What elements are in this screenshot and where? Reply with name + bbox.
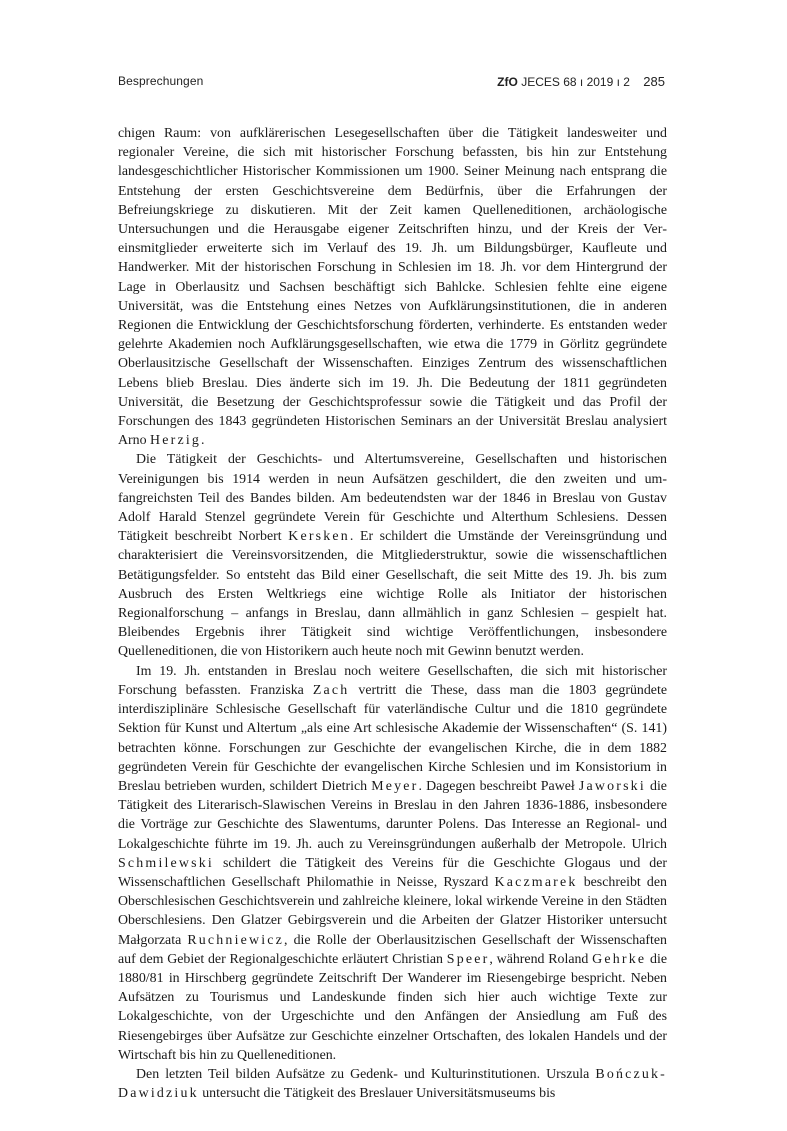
author-name: Herzig (150, 433, 202, 449)
author-name: Gehrke (592, 951, 647, 967)
author-name: Schmilewski (118, 855, 214, 871)
paragraph-text: Im 19. Jh. entstanden in Breslau noch weitere Gesellschaften, die sich mit historischer Forschung befassten. Franziska (118, 663, 667, 698)
paragraph-text: . Er schildert die Umstände der Vereinsgründung und charakterisiert die Vereinsvorsitzenden, die Mitgliederstruktur, sowie die wissenschaftlichen Betätigungsfelder. So entsteht das Bild einer Gesellschaft, die seit Mitte des 19. Jh. bis zum Ausbruch des Ersten Weltkriegs eine wichtige Rolle als Initiator der historischen Regionalforschung – anfangs in Breslau, dann allmählich in ganz Schlesien – gespielt hat. Bleibendes Ergebnis ihrer Tätigkeit sind wichtige Veröffentlichungen, insbesondere Quelleneditionen, die von Historikern auch heute noch mit Gewinn benutzt werden. (118, 529, 667, 660)
author-name: Kersken (288, 529, 350, 545)
author-name: Meyer (371, 778, 419, 794)
paragraph-text: die 1880/81 in Hirschberg gegründete Zeitschrift Der Wanderer im Riesengebirge bespricht. Neben Aufsätzen zu Tourismus und Landeskunde finden sich hier auch wichtige Texte zur Lokalgeschichte, von der Urgeschichte und den Anfängen der Ansiedlung am Fuß des Riesengebirges über Aufsätze zur Geschichte einzelner Ortschaften, des lokalen Handels und der Wirtschaft bis hin zu Quelleneditionen. (118, 951, 667, 1063)
paragraph-text: Die Tätigkeit der Geschichts- und Altertumsvereine, Gesellschaften und historischen Vereinigungen bis 1914 werden in neun Aufsätzen geschildert, die den zweiten und umfangreichsten Teil des Bandes bilden. Am bedeutendsten war der 1846 in Breslau von Gustav Adolf Harald Stenzel gegründete Verein für Geschichte und Alterthum Schlesiens. Dessen Tätigkeit beschreibt Norbert (118, 452, 667, 545)
journal-name: ZfO (497, 75, 518, 89)
paragraph-text: . Dagegen beschreibt Paweł (418, 778, 579, 794)
paragraph-text: , die Rolle der Oberlausitzischen Gesellschaft der Wissenschaften auf dem Gebiet der Regionalgeschichte erläutert Christian (118, 932, 667, 967)
paragraph-text: beschreibt den Oberschlesischen Geschichtsverein und zahlreiche kleinere, lokal wirkende Vereine in den Städten Oberschlesiens. Den Glatzer Gebirgsverein und die Arbeiten der Glatzer Historiker untersucht Małgorzata (118, 874, 667, 948)
journal-info (497, 74, 665, 89)
author-name: Jaworski (578, 778, 646, 794)
running-header (118, 74, 665, 92)
section-title: Besprechungen (118, 74, 204, 88)
author-name: Bończuk-Dawidziuk (118, 1066, 667, 1102)
paragraph (118, 662, 667, 1065)
page-number: 285 (643, 74, 665, 89)
author-name: Speer (446, 951, 490, 967)
paragraph-text: untersucht die Tätigkeit des Breslauer Universitätsmuseums bis (198, 1086, 556, 1102)
author-name: Zach (312, 682, 350, 698)
paragraph (118, 450, 667, 661)
paragraph-text: chigen Raum: von aufklärerischen Lesegesellschaften über die Tätigkeit landesweiter und regionaler Vereine, die sich mit historischer Forschung befassten, bis hin zur Entstehung landesgeschichtlicher Historischer Kommissionen um 1900. Seiner Meinung nach entsprang die Entstehung der ersten Geschichtsvereine dem Bedürfnis, über die Erfahrungen der Befreiungskriege zu diskutieren. Mit der Zeit kamen Quelleneditionen, archäologische Untersuchungen und die Herausgabe eigener Zeitschriften hinzu, und der Kreis der Vereinsmitglieder erweiterte sich im Verlauf des 19. Jh. um Bildungsbürger, Kaufleute und Handwerker. Mit der historischen Forschung in Schlesien im 18. Jh. vor dem Hintergrund der Lage in Oberlausitz und Sachsen beschäftigt sich Bahlcke. Schlesien fehlte eine eigene Universität, was die Entstehung eines Netzes von Aufklärungsinstitutionen, die in anderen Regionen die Entwicklung der Geschichtsforschung förderten, verhinderte. Es entstanden weder gelehrte Akademien noch Aufklärungsgesellschaften, wie etwa die 1779 in Görlitz gegründete Oberlausitzische Gesellschaft der Wissenschaften. Einziges Zentrum des wissenschaftlichen Lebens blieb Breslau. Dies änderte sich im 19. Jh. Die Bedeutung der 1811 gegründeten Universität, die Besetzung der Geschichtsprofessur sowie die Tätigkeit und das Profil der Forschungen des 1843 gegründeten Historischen Seminars an der Universität Breslau analysiert Arno (118, 126, 667, 449)
paragraph-text: vertritt die These, dass man die 1803 gegründete interdisziplinäre Schlesische Gesellschaft für vaterländische Cultur und die 1810 gegründete Sektion für Kunst und Altertum „als eine Art schlesische Akademie der Wissenschaften“ (S. 141) betrachten könne. Forschungen zur Geschichte der evangelischen Kirche, die in dem 1882 gegründeten Verein für Geschichte der evangelischen Kirche Schlesien und im Konsistorium in Breslau betrieben wurden, schildert Dietrich (118, 682, 667, 794)
journal-abbreviation: JECES (521, 75, 560, 89)
paragraph (118, 124, 667, 450)
issue-number: 68 ı 2019 ı 2 (563, 75, 630, 89)
paragraph-text: schildert die Tätigkeit des Vereins für die Geschichte Glogaus und der Wissenschaftlichen Gesellschaft Philomathie in Neisse, Ryszard (118, 855, 667, 890)
author-name: Ruchniewicz (187, 932, 285, 948)
paragraph (118, 1065, 667, 1103)
paragraph-text: . (201, 433, 205, 449)
paragraph-text: die Tätigkeit des Literarisch-Slawischen Vereins in Breslau in den Jahren 1836-1886, insbesondere die Vorträge zur Geschichte des Slawentums, darunter Polens. Das Interesse an Regional- und Lokalgeschichte führte im 19. Jh. auch zu Vereinsgründungen außerhalb der Metropole. Ulrich (118, 778, 667, 852)
review-body-text (118, 124, 667, 1103)
author-name: Kaczmarek (494, 874, 578, 890)
paragraph-text: , während Roland (489, 951, 593, 967)
paragraph-text: Den letzten Teil bilden Aufsätze zu Gedenk- und Kulturinstitutionen. Urszula (136, 1066, 596, 1082)
